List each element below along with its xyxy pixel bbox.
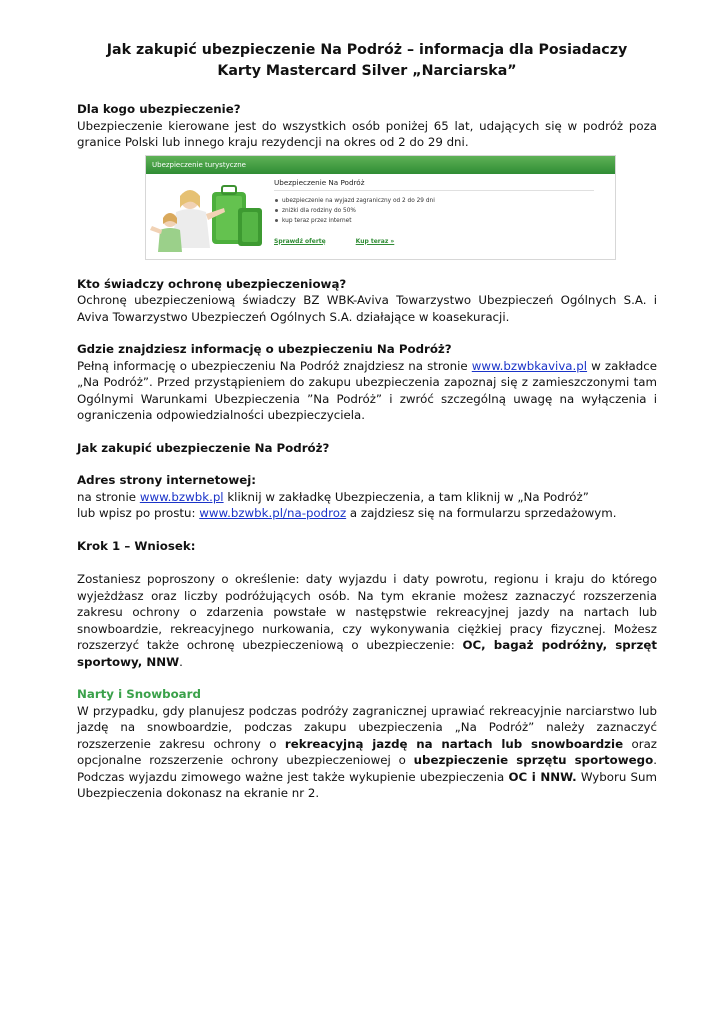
address-line-1-pre: na stronie xyxy=(77,489,140,504)
section-heading-how: Jak zakupić ubezpieczenie Na Podróż? xyxy=(77,440,330,455)
family-suitcase-illustration xyxy=(150,178,268,254)
document-title xyxy=(77,40,657,82)
check-offer-link[interactable]: Sprawdź ofertę xyxy=(274,237,326,245)
banner-bullet-list xyxy=(274,196,604,226)
ski-text-4: Wyboru Sum Ubezpieczenia dokonasz na ekranie nr 2. xyxy=(77,769,657,800)
banner-bullet: kup teraz przez internet xyxy=(274,216,604,226)
ski-bold-1: rekreacyjną jazdę na nartach lub snowboardzie xyxy=(284,736,624,751)
bzwbkaviva-link[interactable]: www.bzwbkaviva.pl xyxy=(471,358,588,373)
section-heading-who: Dla kogo ubezpieczenie? xyxy=(77,102,241,116)
banner-links xyxy=(274,238,422,245)
ski-text-1: W przypadku, gdy planujesz podczas podróży zagranicznej uprawiać rekreacyjnie narciarstwo lub jazdę na snowboardzie, podczas zakupu ubezpieczenia „Na Podróż” należy zaznaczyć rozszerzenie zakresu ochrony o xyxy=(77,703,657,751)
section-heading-info: Gdzie znajdziesz informację o ubezpieczeniu Na Podróż? xyxy=(77,342,452,356)
banner-divider xyxy=(274,190,594,191)
address-line-1-post: kliknij w zakładkę Ubezpieczenia, a tam kliknij w „Na Podróż” xyxy=(223,489,589,504)
address-line-1 xyxy=(77,489,657,506)
ski-bold-2: ubezpieczenie sprzętu sportowego xyxy=(413,753,654,767)
banner-header: Ubezpieczenie turystyczne xyxy=(146,156,615,174)
section-heading-ski: Narty i Snowboard xyxy=(77,687,201,701)
step1-end: . xyxy=(179,654,183,669)
section-heading-step1: Krok 1 – Wniosek: xyxy=(77,538,196,553)
banner-bullet: ubezpieczenie na wyjazd zagraniczny od 2 do 29 dni xyxy=(274,196,604,206)
address-line-2 xyxy=(77,505,657,522)
insurance-banner[interactable] xyxy=(145,155,616,260)
section-text-ski xyxy=(77,703,657,802)
section-text-info xyxy=(77,358,657,424)
address-line-2-post: a zajdziesz się na formularzu sprzedażowym. xyxy=(346,506,617,520)
section-text-who: Ubezpieczenie kierowane jest do wszystkich osób poniżej 65 lat, udających się w podróż poza granice Polski lub innego kraju rezydencji na okres od 2 do 29 dni. xyxy=(77,118,657,149)
section-heading-provider: Kto świadczy ochronę ubezpieczeniową? xyxy=(77,276,347,291)
banner-info xyxy=(274,178,604,254)
section-heading-address: Adres strony internetowej: xyxy=(77,473,257,487)
section-text-provider: Ochronę ubezpieczeniową świadczy BZ WBK-Aviva Towarzystwo Ubezpieczeń Ogólnych S.A. i Aviva Towarzystwo Ubezpieczeń Ogólnych S.A. działające w koasekuracji. xyxy=(77,293,657,324)
banner-title: Ubezpieczenie Na Podróż xyxy=(274,177,365,187)
step1-text: Zostaniesz poproszony o określenie: daty wyjazdu i daty powrotu, regionu i kraju do którego wyjeżdżasz oraz liczby podróżujących osób. Na tym ekranie możesz zaznaczyć rozszerzenia zakresu ochrony o zdarzenia powstałe w następstwie rekreacyjnej jazdy na nartach lub snowboardzie, rekreacyjnego nurkowania, czy wykonywania ciężkiej pracy fizycznej. Możesz rozszerzyć także ochronę ubezpieczeniową o ubezpieczenie: xyxy=(77,572,657,652)
document-content xyxy=(77,40,657,802)
step1-bold-options: OC, bagaż podróżny, sprzęt sportowy, NNW xyxy=(77,638,657,669)
ski-bold-3: OC i NNW. xyxy=(508,769,577,784)
ski-text-3: . Podczas wyjazdu zimowego ważne jest także wykupienie ubezpieczenia xyxy=(77,753,657,784)
address-line-2-pre: lub wpisz po prostu: xyxy=(77,506,200,520)
na-podroz-link[interactable]: www.bzwbk.pl/na-podroz xyxy=(199,506,347,520)
buy-now-link[interactable]: Kup teraz » xyxy=(355,237,395,245)
section-text-step1 xyxy=(77,571,657,670)
banner-bullet: zniżki dla rodziny do 50% xyxy=(274,206,604,216)
info-text-post: w zakładce „Na Podróż”. Przed przystąpieniem do zakupu ubezpieczenia zapoznaj się z zamieszczonymi tam Ogólnymi Warunkami Ubezpieczenia ”Na Podróż” i zwróć szczególną uwagę na wyłączenia i ograniczenia odpowiedzialności ubezpieczyciela. xyxy=(77,358,657,422)
bzwbk-link[interactable]: www.bzwbk.pl xyxy=(139,489,224,504)
title-line-2: Karty Mastercard Silver „Narciarska” xyxy=(217,63,517,79)
title-line-1: Jak zakupić ubezpieczenie Na Podróż – informacja dla Posiadaczy xyxy=(106,42,628,58)
info-text-pre: Pełną informację o ubezpieczeniu Na Podróż znajdziesz na stronie xyxy=(77,358,472,373)
ski-text-2: oraz opcjonalne rozszerzenie ochrony ubezpieczeniowej o xyxy=(77,736,657,767)
